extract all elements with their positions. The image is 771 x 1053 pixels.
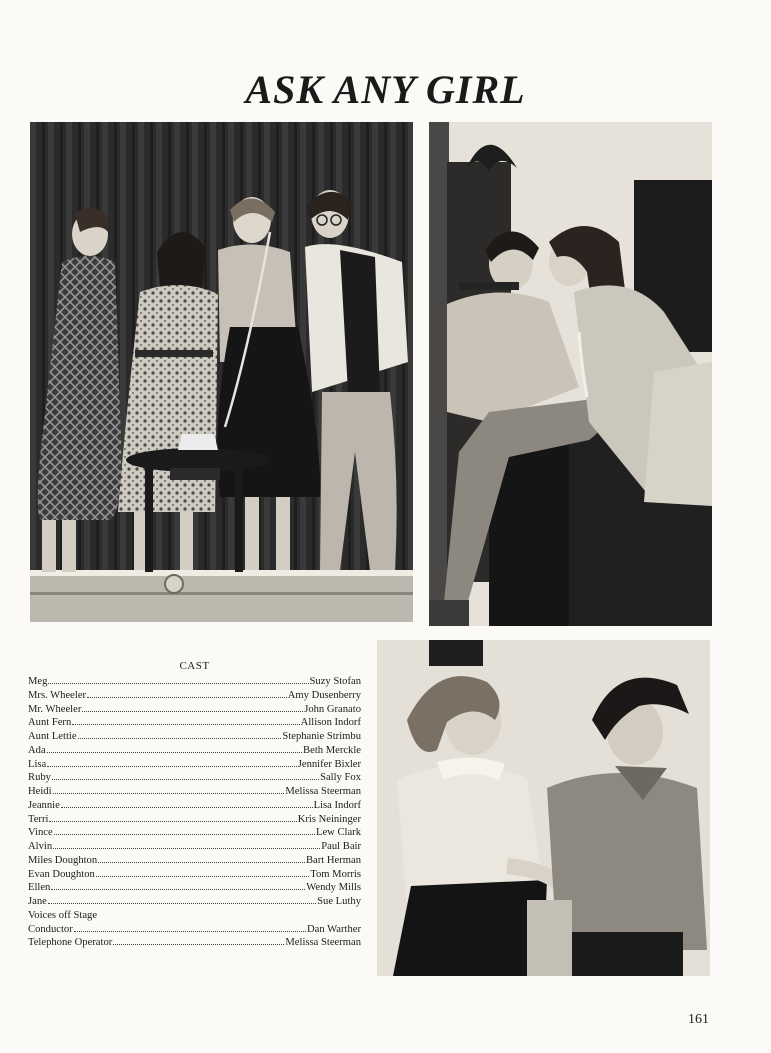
page-number: 161 (688, 1012, 709, 1027)
cast-role: Alvin (28, 841, 53, 852)
cast-role: Evan Doughton (28, 868, 95, 880)
dot-leader (51, 881, 305, 890)
cast-role: Lisa (28, 758, 47, 770)
cast-row (28, 813, 361, 827)
cast-role: Mrs. Wheeler (28, 689, 87, 701)
cast-actor: Suzy Stofan (309, 676, 361, 687)
cast-row (28, 840, 361, 854)
dot-leader (96, 868, 309, 877)
dot-leader (98, 854, 305, 863)
stage-photo-telephone-scene (30, 122, 413, 622)
dot-leader (49, 813, 296, 822)
dot-leader (113, 936, 284, 945)
cast-row (28, 936, 361, 950)
cast-row (28, 689, 361, 703)
cast-actor: Amy Dusenberry (287, 689, 361, 701)
cast-role: Mr. Wheeler (28, 703, 82, 715)
dot-leader (54, 826, 315, 835)
cast-list (28, 675, 361, 950)
cast-row (28, 716, 361, 730)
cast-role: Ruby (28, 772, 51, 784)
cast-actor: Tom Morris (310, 868, 361, 880)
cast-role: Miles Doughton (28, 854, 98, 866)
cast-row (28, 758, 361, 772)
cast-actor: Kris Neininger (297, 813, 361, 825)
dot-leader (53, 785, 285, 794)
dot-leader (47, 758, 297, 767)
cast-role: Telephone Operator (28, 937, 113, 949)
cast-role: Conductor (28, 923, 73, 935)
cast-row (28, 923, 361, 937)
cast-actor: Dan Warther (307, 923, 361, 935)
dot-leader (48, 895, 316, 904)
cast-role: Heidi (28, 786, 52, 797)
cast-role: Meg (28, 676, 48, 687)
stage-photo-couch-scene (429, 122, 712, 626)
cast-role: Aunt Fern (28, 717, 72, 729)
cast-actor: Wendy Mills (306, 882, 361, 894)
cast-row (28, 730, 361, 744)
page-title: ASK ANY GIRL (245, 67, 526, 112)
dot-leader (48, 675, 308, 684)
cast-row (28, 675, 361, 689)
cast-role: Terri (28, 813, 49, 825)
cast-role: Vince (28, 827, 53, 839)
cast-row (28, 799, 361, 813)
dot-leader (87, 689, 287, 698)
cast-row (28, 744, 361, 758)
stage-photo-two-performers (377, 640, 710, 976)
cast-actor: Jennifer Bixler (297, 758, 361, 770)
cast-row (28, 785, 361, 799)
dot-leader (52, 771, 319, 780)
dot-leader (78, 730, 282, 739)
dot-leader (74, 923, 306, 932)
dot-leader (53, 840, 320, 849)
cast-actor: Stephanie Strimbu (282, 731, 361, 742)
cast-role: Voices off Stage (28, 909, 98, 921)
cast-actor: Sally Fox (320, 772, 361, 784)
cast-actor: Lisa Indorf (313, 799, 361, 811)
cast-row (28, 826, 361, 840)
cast-role: Aunt Lettie (28, 731, 77, 742)
cast-role: Jane (28, 896, 47, 907)
dot-leader (47, 744, 302, 753)
cast-actor: Paul Bair (321, 841, 361, 852)
cast-subheading (28, 909, 361, 923)
cast-role: Jeannie (28, 799, 60, 811)
cast-actor: Melissa Steerman (285, 937, 361, 949)
cast-actor: Beth Merckle (303, 744, 361, 756)
cast-row (28, 895, 361, 909)
cast-actor: John Granato (304, 703, 361, 715)
cast-role: Ada (28, 744, 46, 756)
cast-actor: Bart Herman (305, 854, 361, 866)
cast-heading: CAST (179, 660, 210, 672)
cast-role: Ellen (28, 882, 51, 894)
cast-row (28, 703, 361, 717)
cast-row (28, 771, 361, 785)
dot-leader (82, 703, 303, 712)
cast-actor: Lew Clark (315, 827, 361, 839)
cast-row (28, 881, 361, 895)
cast-row (28, 854, 361, 868)
cast-actor: Sue Luthy (317, 896, 361, 907)
dot-leader (61, 799, 313, 808)
cast-row (28, 868, 361, 882)
cast-actor: Allison Indorf (300, 717, 361, 729)
cast-actor: Melissa Steerman (285, 786, 361, 797)
dot-leader (72, 716, 299, 725)
